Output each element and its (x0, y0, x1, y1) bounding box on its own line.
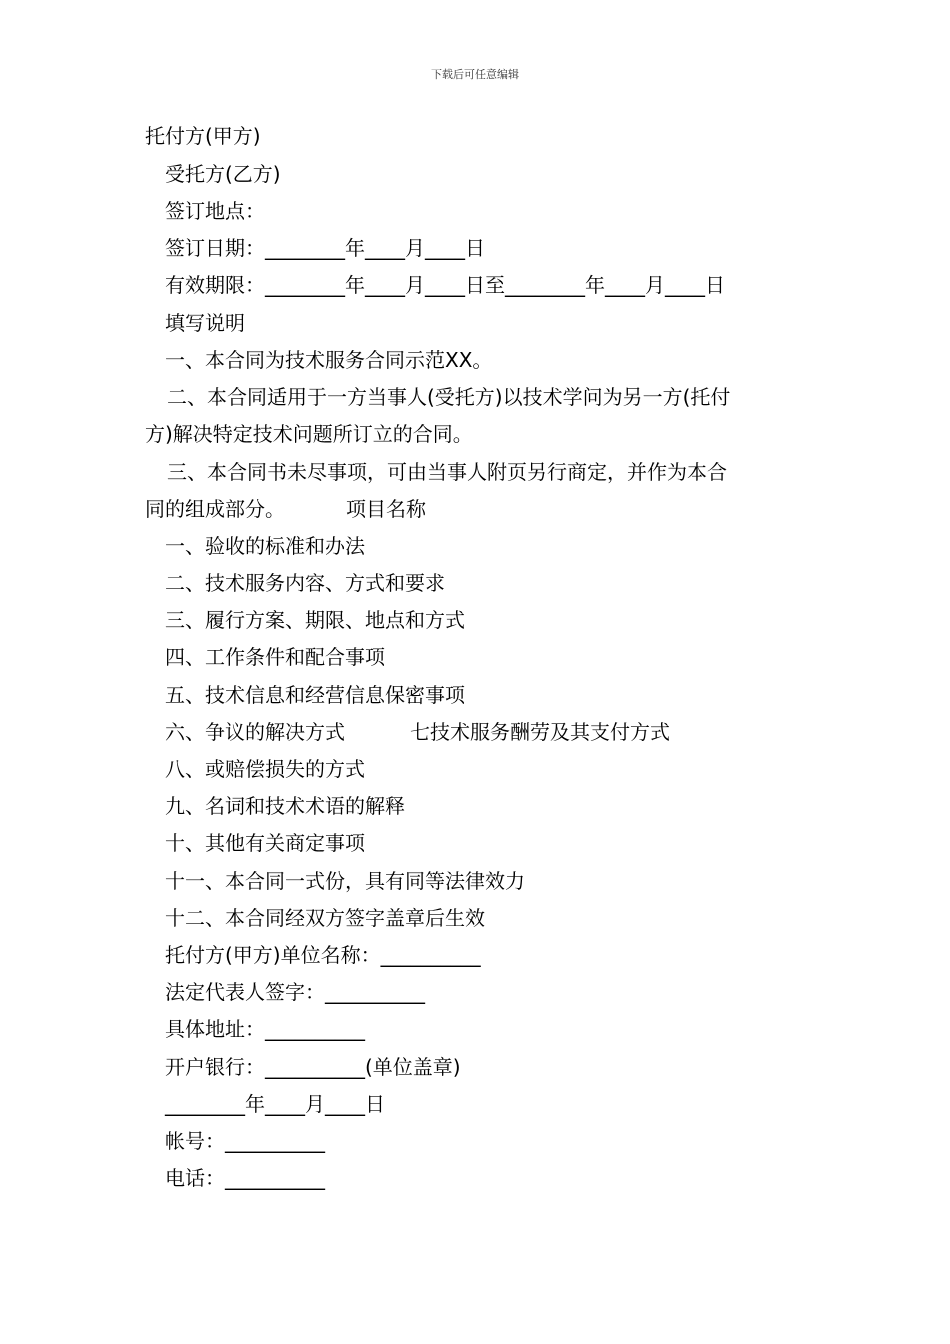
instruction-2-line-1: 二、本合同适用于一方当事人(受托方)以技术学问为另一方(托付 (167, 385, 731, 409)
bank-line: 开户银行：__________(单位盖章) (165, 1055, 461, 1079)
clause-7: 七技术服务酬劳及其支付方式 (410, 720, 670, 744)
clause-5: 五、技术信息和经营信息保密事项 (165, 683, 465, 707)
stamp-date-line: ________年____月____日 (165, 1092, 385, 1116)
instructions-heading: 填写说明 (165, 311, 245, 335)
party-a-unit-name: 托付方(甲方)单位名称：__________ (165, 943, 481, 967)
instruction-3-line-2: 同的组成部分。 (145, 497, 285, 521)
validity-line: 有效期限：________年____月____日至________年____月____日 (165, 273, 725, 297)
clause-12: 十二、本合同经双方签字盖章后生效 (165, 906, 485, 930)
phone-line: 电话：__________ (165, 1166, 325, 1190)
sign-place-line: 签订地点： (165, 199, 265, 223)
instruction-1: 一、本合同为技术服务合同示范XX。 (165, 348, 493, 372)
clause-3: 三、履行方案、期限、地点和方式 (165, 608, 465, 632)
clause-8: 八、或赔偿损失的方式 (165, 757, 365, 781)
clause-6: 六、争议的解决方式 (165, 720, 345, 744)
clause-2: 二、技术服务内容、方式和要求 (165, 571, 445, 595)
page-header: 下载后可任意编辑 (431, 68, 519, 81)
party-a-line: 托付方(甲方) (145, 124, 261, 148)
clause-1: 一、验收的标准和办法 (165, 534, 365, 558)
clause-9: 九、名词和技术术语的解释 (165, 794, 405, 818)
project-name-label: 项目名称 (346, 497, 426, 521)
sign-date-line: 签订日期：________年____月____日 (165, 236, 485, 260)
legal-rep-signature: 法定代表人签字：__________ (165, 980, 425, 1004)
clause-4: 四、工作条件和配合事项 (165, 645, 385, 669)
instruction-2-line-2: 方)解决特定技术问题所订立的合同。 (145, 422, 473, 446)
instruction-3-line-1: 三、本合同书未尽事项，可由当事人附页另行商定，并作为本合 (167, 460, 727, 484)
clause-11: 十一、本合同一式份，具有同等法律效力 (165, 869, 525, 893)
party-b-line: 受托方(乙方) (165, 162, 281, 186)
account-line: 帐号：__________ (165, 1129, 325, 1153)
clause-10: 十、其他有关商定事项 (165, 831, 365, 855)
address-line: 具体地址：__________ (165, 1017, 365, 1041)
